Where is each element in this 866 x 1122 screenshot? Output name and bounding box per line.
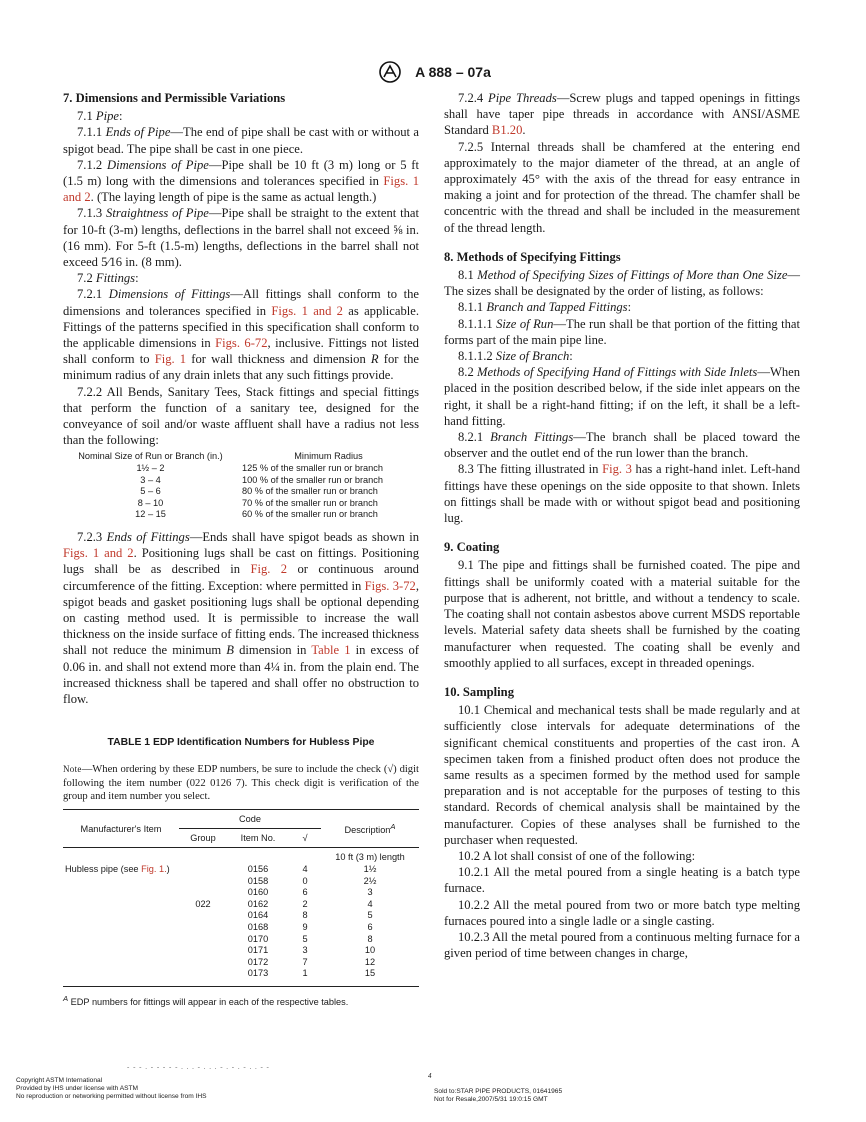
edp-table [63, 809, 419, 980]
para-7-2-4: 7.2.4 Pipe Threads—Screw plugs and tapped openings in fittings shall have taper pipe threads in accordance with ANSI/ASME Standard B1.20. [444, 91, 800, 138]
radius-table-header-radius: Minimum Radius [294, 451, 363, 462]
table-1-link[interactable]: Table 1 [311, 643, 351, 658]
section-8-title: 8. Methods of Specifying Fittings [444, 249, 621, 264]
table-row: 0158 0 2½ [247, 875, 377, 886]
table-row: 0168 9 6 [247, 922, 373, 933]
figs-1-2-link[interactable]: Figs. 1 and 2 [63, 546, 134, 561]
table-row: 5 – 6 80 % of the smaller run or branch [140, 486, 378, 497]
para-8-2-1: 8.2.1 Branch Fittings—The branch shall be placed toward the observer and the outlet end of the run lower than the branch. [444, 430, 801, 461]
para-7-2-1: 7.2.1 Dimensions of Fittings—All fittings shall conform to the dimensions and tolerances specified in Figs. 1 and 2 as applicable. Fittings of the patterns specified in this specification shall conform to the applicable dimensions in Figs. 6-72, inclusive. Fittings not listed shall conform to Fig. 1 for wall thickness and dimension R for the minimum radius of any drain inlets that any such fittings provide. [63, 287, 419, 383]
table-row: 0171 3 10 [247, 945, 376, 956]
para-7-1-2: 7.1.2 Dimensions of Pipe—Pipe shall be 10 ft (3 m) long or 5 ft (1.5 m) long with the dimensions and tolerances specified in Figs. 1 and 2. (The laying length of pipe is the same as actual length.) [63, 157, 419, 205]
radius-table [63, 451, 419, 521]
para-7-1-1: 7.1.1 Ends of Pipe—The end of pipe shall be cast with or without a spigot bead. The pipe shall be cast in one piece. [63, 125, 420, 156]
table-1-title: TABLE 1 EDP Identification Numbers for Hubless Pipe [107, 737, 375, 749]
para-10-2-2: 10.2.2 All the metal poured from two or more batch type melting furnaces poured into a single ladle or a single casting. [444, 897, 800, 928]
para-7-2-3: 7.2.3 Ends of Fittings—Ends shall have spigot beads as shown in Figs. 1 and 2. Positioning lugs shall be cast on fittings. Positioning lugs shall be as described in Fig. 2 or continuous around circumference of the fitting. Exception: where permitted in Figs. 3-72, spigot beads and gasket positioning lugs shall be optional depending on casting method used. It is permissible to increase the wall thickness on the inside surface of fitting ends. The increased thickness shall not reduce the minimum B dimension in Table 1 in excess of 0.06 in. and shall not extend more than 4¼ in. from the plain end. The increased thickness shall be tapered and shall offer no obstruction to flow. [63, 530, 420, 707]
table-row: 0170 5 8 [247, 933, 373, 944]
length-label: 10 ft (3 m) length [335, 852, 405, 863]
para-8-1-1-2: 8.1.1.2 Size of Branch: [458, 349, 573, 364]
fig-1-link[interactable]: Fig. 1 [154, 352, 187, 367]
table-row: 1½ – 2 125 % of the smaller run or branch [136, 463, 383, 474]
table-row: 022 0162 2 4 [63, 899, 419, 911]
table-row: 8 – 10 70 % of the smaller run or branch [137, 497, 378, 508]
para-10-2-3: 10.2.3 All the metal poured from a continuous melting furnace for a given period of time between changes in charge, [444, 929, 800, 961]
para-10-2: 10.2 A lot shall consist of one of the following: [458, 848, 696, 863]
para-7-2-5: 7.2.5 Internal threads shall be chamfered at the entering end approximately to the major diameter of the thread, at an angle of approximately 45° with the axis of the thread for easy entrance in making a joint and for protection of the thread. The chamfer shall be concentric with the thread and shall be included in the measurement of the thread length. [444, 139, 800, 235]
footer-dots: - - - . - - - - - . . . - . . . - . - . - . . - - [127, 1063, 270, 1071]
figs-6-72-link[interactable]: Figs. 6-72 [215, 336, 268, 351]
left-column [63, 90, 419, 1010]
para-8-1-1: 8.1.1 Branch and Tapped Fittings: [458, 300, 632, 315]
col-header-group: Group [179, 829, 227, 848]
para-7-1-3: 7.1.3 Straightness of Pipe—Pipe shall be straight to the extent that for 10-ft (3-m) lengths, deflections in the barrel shall not exceed ⅝ in. (16 mm). For 5-ft (1.5-m) lengths, deflections in the barrel shall not exceed 5⁄16 in. (8 mm). [63, 206, 419, 270]
table-row: 12 – 15 60 % of the smaller run or branch [135, 509, 378, 520]
table-row: 0164 8 5 [247, 910, 373, 921]
table-row: Hubless pipe (see Fig. 1.) 0156 4 1½ [65, 864, 377, 875]
para-10-2-1: 10.2.1 All the metal poured from a single heating is a batch type furnace. [444, 865, 800, 896]
section-10-title: 10. Sampling [444, 684, 514, 699]
para-8-1: 8.1 Method of Specifying Sizes of Fittings of More than One Size—The sizes shall be designated by the order of listing, as follows: [444, 268, 801, 299]
para-8-3: 8.3 The fitting illustrated in Fig. 3 has a right-hand inlet. Left-hand fittings have these openings on the side opposite to that shown. Inlets on fittings shall be made with or without spigot bead and positioning lug. [444, 462, 800, 526]
footer-license: Sold to:STAR PIPE PRODUCTS, 01641965 Not for Resale,2007/5/31 19:0:15 GMT [434, 1088, 563, 1103]
table-row: 0160 6 3 [247, 887, 373, 898]
table-row: 0173 1 15 [247, 968, 376, 979]
table-1-footnote: $^A$ EDP numbers for fittings will appear in each of the respective tables. [63, 986, 419, 1010]
figs-1-2-link[interactable]: Figs. 1 and 2 [271, 303, 343, 318]
document-designation: A 888 – 07a [415, 64, 491, 80]
section-7-title: 7. Dimensions and Permissible Variations [63, 91, 286, 105]
fig-2-link[interactable]: Fig. 2 [250, 562, 288, 577]
col-header-item: Item No. [227, 829, 289, 848]
table-row: 3 – 4 100 % of the smaller run or branch [140, 474, 383, 485]
group-value: 022 [195, 898, 211, 909]
figs-3-72-link[interactable]: Figs. 3-72 [364, 578, 416, 593]
section-9-title: 9. Coating [444, 540, 500, 555]
para-10-1: 10.1 Chemical and mechanical tests shall be made regularly and at sufficiently close intervals for adequate determinations of the significant chemical constituents and properties of the cast iron. A specimen taken from a finished product often does not produce the same results as a specimen formed by the method used for sample preparation and is not acceptable for the purposes of testing to this standard. Records of chemical analysis shall be maintained by the manufacturer. Copies of these analyses shall be furnished to the purchaser when requested. [444, 703, 800, 847]
para-7-2: 7.2 Fittings: [77, 271, 139, 286]
astm-logo-icon [375, 60, 405, 84]
col-header-code: Code [179, 810, 321, 829]
para-8-1-1-1: 8.1.1.1 Size of Run—The run shall be that portion of the fitting that forms part of the main pipe line. [444, 316, 801, 347]
para-9-1: 9.1 The pipe and fittings shall be furnished coated. The pipe and fittings shall be uniformly coated with a material suitable for the purpose that is adherent, not brittle, and without a tendency to scale. The coating shall not contain asbestos above current MSDS reportable levels. Material safety data sheets shall be furnished by the coating manufacturer when requested. The coating shall be evenly and smoothly applied to all surfaces, except in threaded openings. [444, 558, 800, 670]
page-header [0, 60, 866, 84]
manufacturer-item: Hubless pipe (see Fig. 1.) [65, 864, 170, 875]
radius-table-header-size: Nominal Size of Run or Branch (in.) [78, 451, 223, 462]
right-column [444, 90, 800, 961]
para-7-1: 7.1 Pipe: [77, 109, 123, 124]
col-header-description: Description$^A$ [321, 810, 419, 848]
fig-1-link[interactable]: Fig. 1. [141, 864, 167, 875]
para-7-2-2: 7.2.2 All Bends, Sanitary Tees, Stack fittings and special fittings that perform the function of a sanitary tee, designed for the conveyance of soil and/or waste affluent shall have a radius not less than the following: [63, 384, 419, 448]
b1-20-link[interactable]: B1.20 [491, 123, 523, 138]
col-header-manufacturer: Manufacturer's Item [63, 810, 179, 848]
figs-1-2-link[interactable]: Figs. 1 and 2 [63, 174, 419, 205]
table-row: 0172 7 12 [247, 956, 376, 967]
col-header-check: √ [289, 829, 321, 848]
para-8-2: 8.2 Methods of Specifying Hand of Fittings with Side Inlets—When placed in the position described below, if the side inlet appears on the right, it shall be a right-hand fitting; if on the left, it shall be a left-hand fitting. [444, 365, 801, 428]
page-mark: 4 [428, 1072, 432, 1080]
footer-copyright: Copyright ASTM International Provided by IHS under license with ASTM No reproduction or networking permitted without license from IHS [16, 1077, 207, 1100]
table-1-note: Note—When ordering by these EDP numbers, be sure to include the check (√) digit following the item number (022 0126 7). This check digit is verification of the group and item number you select. [63, 764, 419, 802]
fig-3-link[interactable]: Fig. 3 [602, 462, 632, 477]
